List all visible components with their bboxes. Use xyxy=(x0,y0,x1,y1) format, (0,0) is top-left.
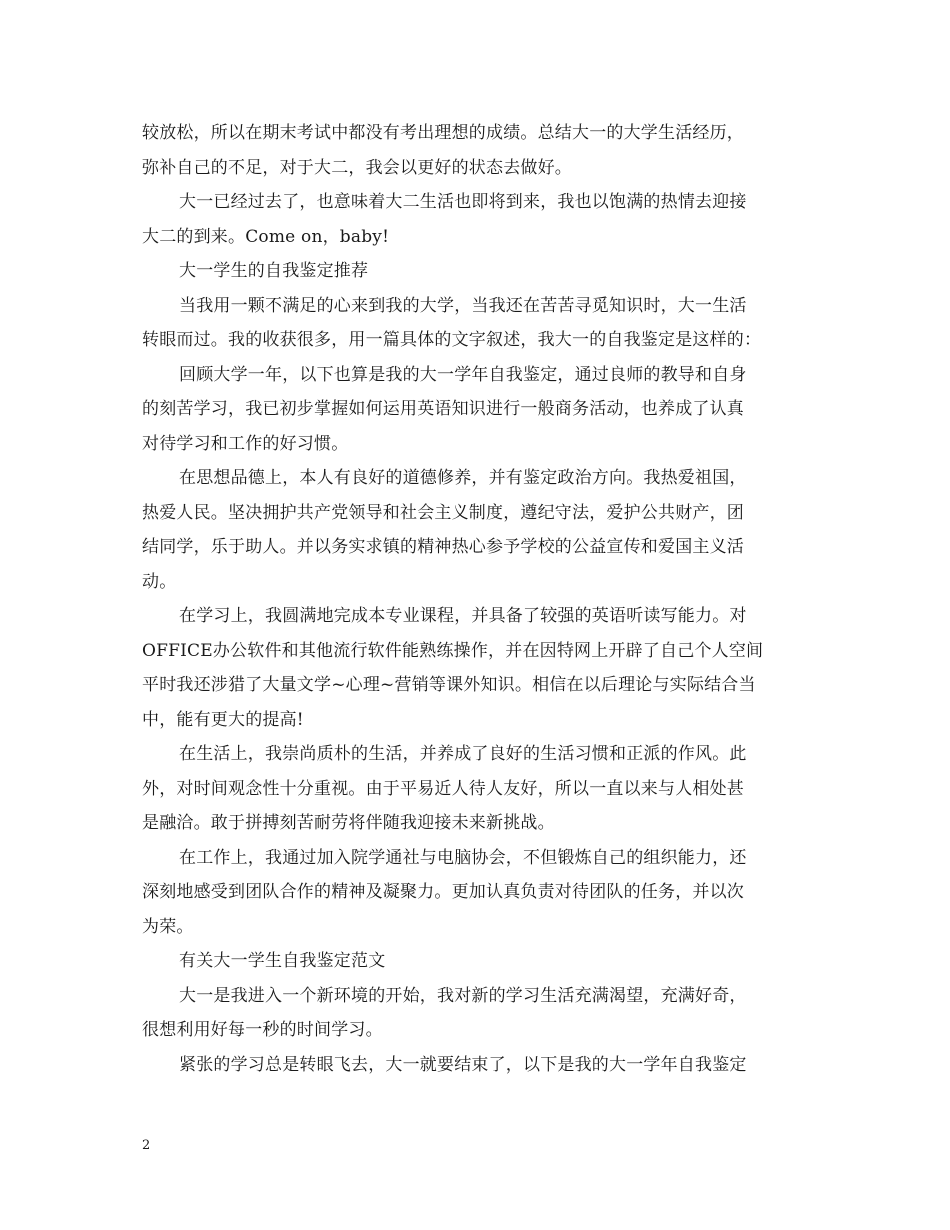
text-line: 有关大一学生自我鉴定范文 xyxy=(179,951,386,971)
text-line: OFFICE办公软件和其他流行软件能熟练操作，并在因特网上开辟了自己个人空间 xyxy=(142,640,764,661)
text-line: 大一是我进入一个新环境的开始，我对新的学习生活充满渴望，充满好奇， xyxy=(179,985,747,1006)
text-line: 较放松，所以在期末考试中都没有考出理想的成绩。总结大一的大学生活经历， xyxy=(142,123,744,143)
text-line: 在工作上，我通过加入院学通社与电脑协会，不但锻炼自己的组织能力，还 xyxy=(179,847,747,868)
text-line: 是融洽。敢于拼搏刻苦耐劳将伴随我迎接未来新挑战。 xyxy=(142,813,555,833)
text-line: 中，能有更大的提高! xyxy=(142,709,304,730)
text-line: 平时我还涉猎了大量文学~心理~营销等课外知识。相信在以后理论与实际结合当 xyxy=(142,675,756,695)
text-line: 动。 xyxy=(142,571,177,592)
text-line: 在学习上，我圆满地完成本专业课程，并具备了较强的英语听读写能力。对 xyxy=(179,606,747,626)
text-line: 对待学习和工作的好习惯。 xyxy=(142,433,349,454)
document-body xyxy=(142,116,812,1082)
text-line: 弥补自己的不足，对于大二，我会以更好的状态去做好。 xyxy=(142,157,572,178)
text-line: 为荣。 xyxy=(142,916,194,937)
text-line: 转眼而过。我的收获很多，用一篇具体的文字叙述，我大一的自我鉴定是这样的： xyxy=(142,330,762,350)
text-line: 紧张的学习总是转眼飞去，大一就要结束了，以下是我的大一学年自我鉴定 xyxy=(179,1054,747,1075)
text-line: 当我用一颗不满足的心来到我的大学，当我还在苦苦寻觅知识时，大一生活 xyxy=(179,295,747,316)
text-line: 的刻苦学习，我已初步掌握如何运用英语知识进行一般商务活动，也养成了认真 xyxy=(142,399,744,419)
text-line: 在生活上，我崇尚质朴的生活，并养成了良好的生活习惯和正派的作风。此 xyxy=(179,744,747,764)
text-line: 大一已经过去了，也意味着大二生活也即将到来，我也以饱满的热情去迎接 xyxy=(179,192,747,212)
page-number: 2 xyxy=(142,1138,151,1153)
text-line: 大一学生的自我鉴定推荐 xyxy=(179,261,369,281)
text-line: 很想利用好每一秒的时间学习。 xyxy=(142,1020,383,1040)
text-line: 在思想品德上，本人有良好的道德修养，并有鉴定政治方向。我热爱祖国， xyxy=(179,468,747,488)
text-line: 大二的到来。Come on，baby! xyxy=(142,226,390,247)
text-line: 外，对时间观念性十分重视。由于平易近人待人友好，所以一直以来与人相处甚 xyxy=(142,778,744,799)
text-line: 热爱人民。坚决拥护共产党领导和社会主义制度，遵纪守法，爱护公共财产，团 xyxy=(142,502,744,523)
text-line: 回顾大学一年，以下也算是我的大一学年自我鉴定，通过良师的教导和自身 xyxy=(179,364,747,385)
text-line: 深刻地感受到团队合作的精神及凝聚力。更加认真负责对待团队的任务，并以次 xyxy=(142,882,744,902)
text-line: 结同学，乐于助人。并以务实求镇的精神热心参予学校的公益宣传和爱国主义活 xyxy=(142,537,744,557)
